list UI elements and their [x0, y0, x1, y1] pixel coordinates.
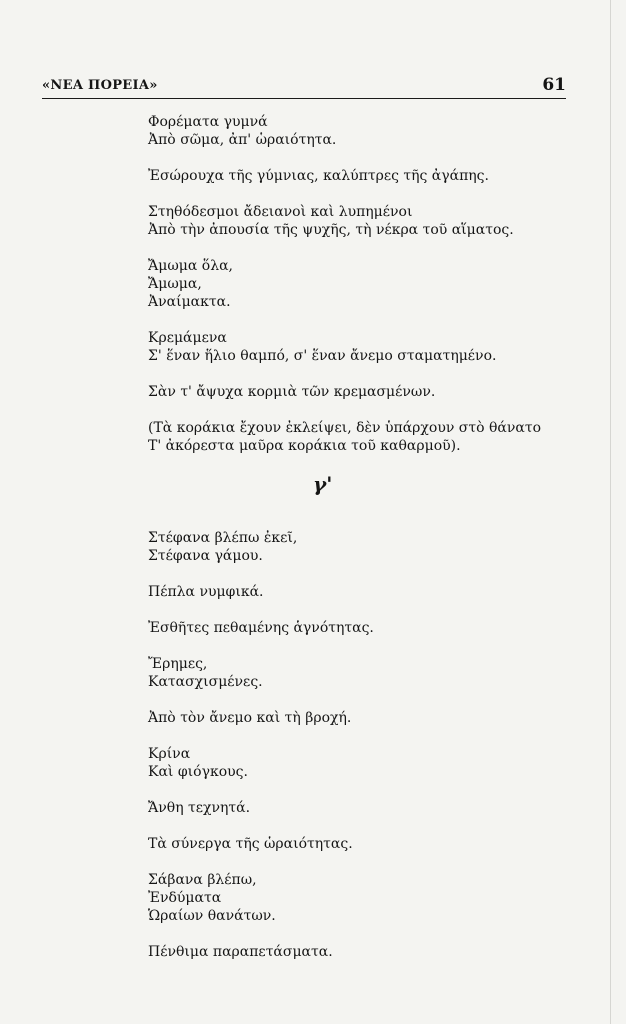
verse-line: Στέφανα γάμου. — [148, 548, 263, 564]
verse-line: Ἄμωμα, — [148, 276, 202, 292]
verse-line: Σάβανα βλέπω, — [148, 872, 257, 888]
stanza — [148, 167, 578, 185]
poem-part-1 — [148, 113, 578, 455]
verse-line: Ἄμωμα ὅλα, — [148, 258, 233, 274]
verse-line: Φορέματα γυμνά — [148, 114, 268, 130]
running-title: «ΝΕΑ ΠΟΡΕΙΑ» — [42, 78, 158, 93]
stanza — [148, 655, 578, 691]
stanza — [148, 203, 578, 239]
verse-line: Τ' ἀκόρεστα μαῦρα κοράκια τοῦ καθαρμοῦ). — [148, 438, 461, 454]
verse-line: (Τὰ κοράκια ἔχουν ἐκλείψει, δὲν ὑπάρχουν στὸ θάνατο — [148, 420, 541, 436]
stanza — [148, 329, 578, 365]
verse-line: Κατασχισμένες. — [148, 674, 263, 690]
verse-line: Ἐσώρουχα τῆς γύμνιας, καλύπτρες τῆς ἀγάπης. — [148, 168, 489, 184]
stanza — [148, 113, 578, 149]
verse-line: Πέπλα νυμφικά. — [148, 584, 264, 600]
verse-line: Ἐνδύματα — [148, 890, 222, 906]
stanza — [148, 257, 578, 311]
verse-line: Ἔρημες, — [148, 656, 208, 672]
stanza — [148, 943, 578, 961]
verse-line: Καὶ φιόγκους. — [148, 764, 248, 780]
stanza — [148, 871, 578, 925]
poem-body — [148, 113, 578, 979]
stanza — [148, 745, 578, 781]
verse-line: Στηθόδεσμοι ἄδειανοὶ καὶ λυπημένοι — [148, 204, 413, 220]
stanza — [148, 709, 578, 727]
stanza — [148, 799, 578, 817]
stanza — [148, 383, 578, 401]
verse-line: Ἐσθῆτες πεθαμένης ἁγνότητας. — [148, 620, 374, 636]
verse-line: Πένθιμα παραπετάσματα. — [148, 944, 333, 960]
verse-line: Ἀπὸ σῶμα, ἀπ' ὡραιότητα. — [148, 132, 337, 148]
verse-line: Σ' ἕναν ἥλιο θαμπό, σ' ἕναν ἄνεμο σταματημένο. — [148, 348, 497, 364]
verse-line: Ἄνθη τεχνητά. — [148, 800, 251, 816]
verse-line: Τὰ σύνεργα τῆς ὡραιότητας. — [148, 836, 353, 852]
stanza — [148, 419, 578, 455]
verse-line: Ἀπὸ τὸν ἄνεμο καὶ τὴ βροχή. — [148, 710, 352, 726]
page-number: 61 — [542, 75, 566, 95]
page-edge-divider — [610, 0, 611, 1024]
page-header — [42, 72, 566, 99]
stanza — [148, 529, 578, 565]
verse-line: Κρίνα — [148, 746, 191, 762]
stanza — [148, 583, 578, 601]
verse-line: Κρεμάμενα — [148, 330, 227, 346]
verse-line: Σὰν τ' ἄψυχα κορμιὰ τῶν κρεμασμένων. — [148, 384, 436, 400]
verse-line: Ἀπὸ τὴν ἀπουσία τῆς ψυχῆς, τὴ νέκρα τοῦ αἵματος. — [148, 222, 514, 238]
verse-line: Ὡραίων θανάτων. — [148, 908, 276, 924]
stanza — [148, 835, 578, 853]
poem-part-2 — [148, 529, 578, 961]
stanza — [148, 619, 578, 637]
verse-line: Στέφανα βλέπω ἐκεῖ, — [148, 530, 298, 546]
section-marker: γ' — [313, 472, 333, 496]
verse-line: Ἀναίμακτα. — [148, 294, 231, 310]
